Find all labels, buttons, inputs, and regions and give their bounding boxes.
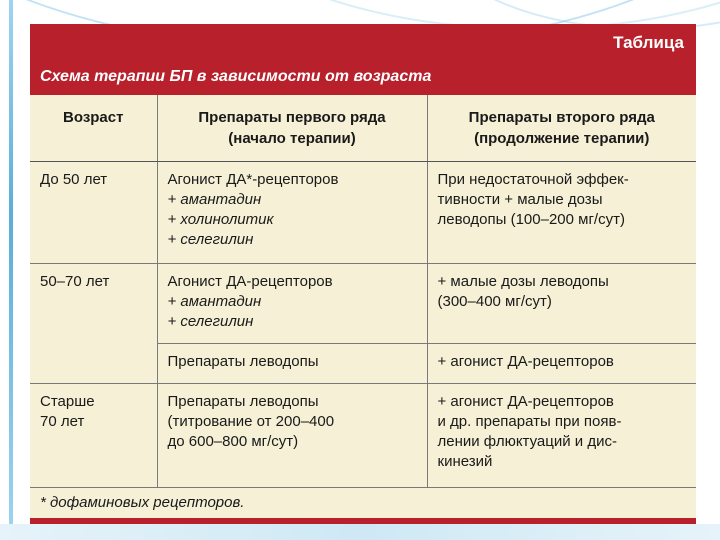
- second-line-cell: + агонист ДА-рецепторов и др. препараты при появ- лении флюктуаций и дис- кинезий: [427, 383, 696, 487]
- table-row: [30, 161, 696, 263]
- second-line-cell: При недостаточной эффек- тивности + малые дозы леводопы (100–200 мг/сут): [427, 161, 696, 263]
- second-line-cell: + агонист ДА-рецепторов: [427, 343, 696, 383]
- table-row: [30, 383, 696, 487]
- bottom-band: [0, 524, 720, 540]
- table-row: [30, 263, 696, 343]
- age-cell: 50–70 лет: [40, 272, 110, 290]
- therapy-table-card: [30, 24, 696, 524]
- first-line-cell: Агонист ДА*-рецепторов + амантадин + холинолитик + селегилин: [157, 161, 427, 263]
- header-age: Возраст: [30, 95, 157, 161]
- table-bottom-rule: [30, 518, 696, 524]
- table-header-bar: [30, 24, 696, 95]
- table-header-row: [30, 95, 696, 161]
- first-line-cell: Препараты леводопы: [157, 343, 427, 383]
- table-label: Таблица: [613, 33, 684, 52]
- table-title: Схема терапии БП в зависимости от возраста: [40, 68, 432, 85]
- therapy-table: [30, 95, 696, 488]
- second-line-cell: + малые дозы леводопы (300–400 мг/сут): [427, 263, 696, 343]
- table-footnote: * дофаминовых рецепторов.: [40, 494, 245, 511]
- first-line-cell: Агонист ДА-рецепторов + амантадин + селегилин: [157, 263, 427, 343]
- age-cell: Старше 70 лет: [30, 383, 157, 487]
- header-second-line: Препараты второго ряда (продолжение терапии): [427, 95, 696, 161]
- age-cell: До 50 лет: [30, 161, 157, 263]
- age-cell: [30, 343, 157, 383]
- first-line-cell: Препараты леводопы (титрование от 200–400 до 600–800 мг/сут): [157, 383, 427, 487]
- table-row: [30, 343, 696, 383]
- left-accent-bar: [9, 0, 13, 540]
- header-first-line: Препараты первого ряда (начало терапии): [157, 95, 427, 161]
